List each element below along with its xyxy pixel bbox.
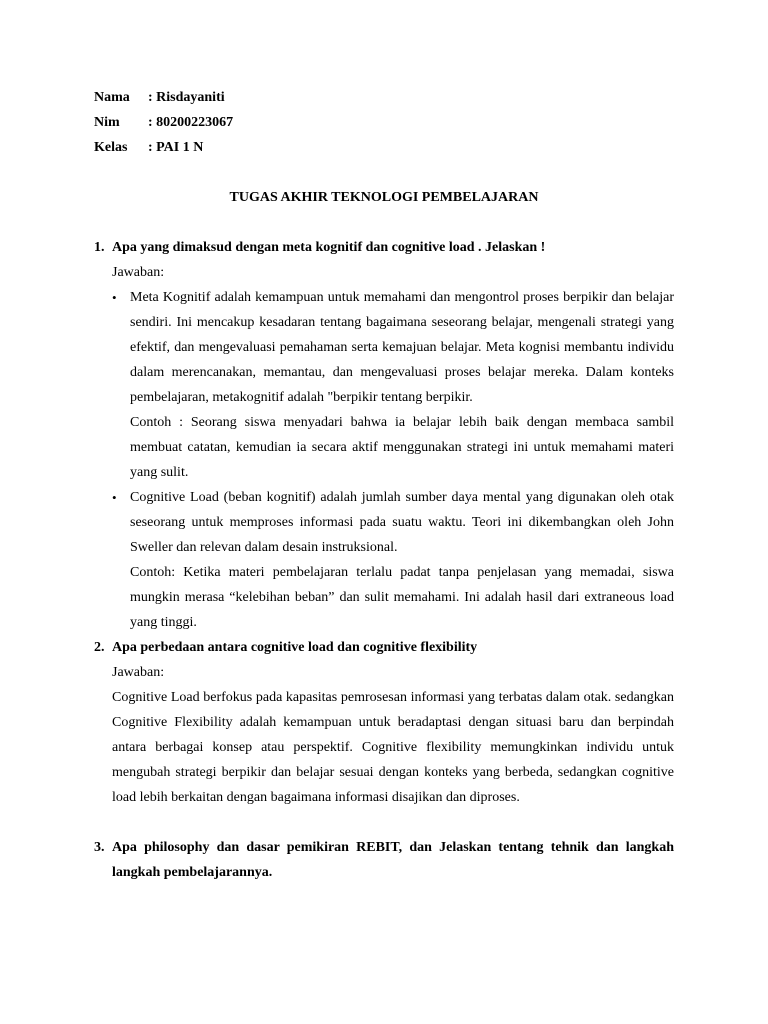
question-text: Apa yang dimaksud dengan meta kognitif dan cognitive load . Jelaskan !	[112, 240, 546, 255]
info-value: : PAI 1 N	[148, 140, 204, 155]
answer-label: Jawaban:	[112, 665, 165, 680]
question-body	[112, 235, 674, 635]
bullet-body	[130, 485, 674, 635]
question-3	[94, 835, 674, 885]
question-number: 2.	[94, 640, 105, 655]
bullet-item-cognitive-load	[112, 485, 674, 635]
question-1	[94, 235, 674, 635]
question-2	[94, 635, 674, 810]
info-row-kelas	[94, 135, 674, 160]
info-row-nama	[94, 85, 674, 110]
question-body	[112, 635, 674, 810]
info-row-nim	[94, 110, 674, 135]
paragraph-spacer	[94, 810, 674, 835]
answer-label: Jawaban:	[112, 265, 165, 280]
question-number: 3.	[94, 840, 105, 855]
question-body	[112, 835, 674, 885]
bullet-text: Meta Kognitif adalah kemampuan untuk memahami dan mengontrol proses berpikir dan belajar sendiri. Ini mencakup kesadaran tentang bagaimana seseorang belajar, mengenali strategi yang efektif, dan mengevaluasi pemahaman serta kemajuan belajar. Meta kognisi membantu individu dalam merencanakan, memantau, dan mengevaluasi proses belajar mereka. Dalam konteks pembelajaran, metakognitif adalah "berpikir tentang berpikir.	[130, 290, 674, 405]
bullet-body	[130, 285, 674, 485]
info-label: Nama	[94, 90, 130, 105]
document-title: TUGAS AKHIR TEKNOLOGI PEMBELAJARAN	[229, 190, 539, 205]
question-text: Apa philosophy dan dasar pemikiran REBIT, dan Jelaskan tentang tehnik dan langkah langkah pembelajarannya.	[112, 840, 674, 880]
bullet-icon: •	[112, 290, 117, 305]
answer-text: Cognitive Load berfokus pada kapasitas pemrosesan informasi yang terbatas dalam otak. sedangkan Cognitive Flexibility adalah kemampuan untuk beradaptasi dengan situasi baru dan berpindah antara berbagai konsep atau perspektif. Cognitive flexibility memungkinkan individu untuk mengubah strategi berpikir dan belajar sesuai dengan konteks yang berbeda, sedangkan cognitive load lebih berkaitan dengan bagaimana informasi disajikan dan diproses.	[112, 690, 674, 805]
info-label: Nim	[94, 115, 120, 130]
info-label: Kelas	[94, 140, 128, 155]
bullet-example: Contoh: Ketika materi pembelajaran terlalu padat tanpa penjelasan yang memadai, siswa mungkin merasa “kelebihan beban” dan sulit memahami. Ini adalah hasil dari extraneous load yang tinggi.	[130, 565, 674, 630]
bullet-item-meta-kognitif	[112, 285, 674, 485]
answer-bullets	[112, 285, 674, 635]
bullet-example: Contoh : Seorang siswa menyadari bahwa ia belajar lebih baik dengan membaca sambil membuat catatan, kemudian ia secara aktif menggunakan strategi ini untuk memahami materi yang sulit.	[130, 415, 674, 480]
info-value: : Risdayaniti	[148, 90, 225, 105]
bullet-icon: •	[112, 490, 117, 505]
info-value: : 80200223067	[148, 115, 234, 130]
question-text: Apa perbedaan antara cognitive load dan cognitive flexibility	[112, 640, 478, 655]
question-number: 1.	[94, 240, 105, 255]
student-info	[94, 85, 674, 160]
bullet-text: Cognitive Load (beban kognitif) adalah jumlah sumber daya mental yang digunakan oleh otak seseorang untuk memproses informasi pada suatu waktu. Teori ini dikembangkan oleh John Sweller dan relevan dalam desain instruksional.	[130, 490, 674, 555]
